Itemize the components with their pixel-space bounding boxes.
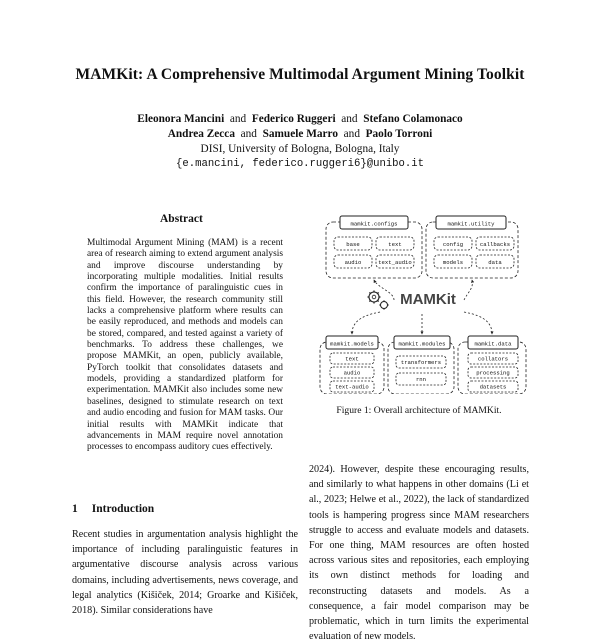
utility-item-label: callbacks — [479, 241, 511, 248]
author-block — [0, 112, 600, 172]
utility-title: mamkit.utility — [447, 220, 495, 228]
utility-item-label: data — [488, 259, 502, 266]
data-item-label: collators — [477, 355, 509, 363]
utility-item-label: config — [442, 241, 464, 248]
author-name: Federico Ruggeri — [251, 113, 336, 125]
models-item-label: audio — [343, 369, 361, 377]
author-conjunction: and — [343, 128, 360, 140]
author-conjunction: and — [240, 128, 257, 140]
intro-text-left: Recent studies in argumentation analysis highlight the importance of including paralinguistic features in argumentative discourse analysis across various domains, including advertisements, news coverage, and legal analytics (Kišiček, 2014; Groarke and Kišiček, 2018). Similar considerations have — [72, 529, 298, 617]
utility-item-label: models — [442, 259, 464, 266]
config-item-label: base — [346, 241, 360, 248]
abstract-heading: Abstract — [160, 213, 203, 225]
config-item-label: audio — [344, 259, 362, 266]
section-number: 1 — [72, 503, 78, 515]
models-item-label: text — [345, 355, 359, 363]
connector-arrow — [464, 312, 492, 334]
config-item-label: text_audio — [378, 259, 412, 266]
models-item-label: text-audio — [335, 383, 369, 391]
data-item-label: datasets — [479, 383, 507, 391]
intro-text-right: 2024). However, despite these encouraging results, and similarly to what happens in other domains (Li et al., 2023; Helwe et al., 2022), the lack of standardized tools is hampering progress since MAM researchers struggle to access and evaluate models and datasets. For one thing, MAM resources are often hosted across various sites and repositories, each employing its own distinct methods for loading and reconstructing datasets and models. As a consequence, a fair model comparison may be problematic, which in turn limits the experimental evaluation of new models. — [309, 464, 529, 643]
authors-line-1 — [0, 112, 600, 127]
author-name: Samuele Marro — [262, 128, 338, 140]
modules-title: mamkit.modules — [398, 340, 446, 348]
authors-line-2 — [0, 127, 600, 142]
paper-title: MAMKit: A Comprehensive Multimodal Argument Mining Toolkit — [75, 66, 525, 83]
models-title: mamkit.models — [330, 340, 374, 348]
author-conjunction: and — [229, 113, 247, 125]
section-title: Introduction — [91, 503, 155, 515]
mamkit-logo: MAMKit — [400, 291, 456, 308]
figure-caption: Figure 1: Overall architecture of MAMKit. — [336, 405, 502, 416]
data-title: mamkit.data — [474, 340, 512, 348]
author-emails: {e.mancini, federico.ruggeri6}@unibo.it — [176, 158, 424, 170]
abstract-text: Multimodal Argument Mining (MAM) is a recent area of research aiming to extend argument analysis and improve discourse understanding by incorporating multiple modalities. Initial results confirm the importance of paralinguistic cues in this field. However, the research community still lacks a comprehensive platform where results can be easily reproduced, and methods and models can be stored, compared, and tested against a variety of benchmarks. To address these challenges, we propose MAMKit, an open, publicly available, PyTorch toolkit that consolidates datasets and models, providing a standardized platform for experimentation. MAMKit also includes some new baselines, designed to stimulate research on text and audio encoding and fusion for MAM tasks. Our initial results with MAMKit indicate that advancements in MAM require novel annotation processes to encompass auditory cues effectively. — [87, 238, 283, 453]
data-item-label: processing — [476, 369, 510, 377]
modules-item-label: transformers — [400, 359, 442, 366]
gear-icon — [368, 291, 381, 304]
author-name: Andrea Zecca — [167, 128, 235, 140]
connector-arrow — [352, 312, 380, 334]
configs-title: mamkit.configs — [350, 220, 398, 228]
affiliation: DISI, University of Bologna, Bologna, Italy — [200, 143, 400, 155]
author-conjunction: and — [341, 113, 358, 125]
author-name: Paolo Torroni — [365, 128, 433, 140]
author-name: Stefano Colamonaco — [363, 113, 463, 125]
connector-arrow — [374, 280, 394, 300]
architecture-figure — [318, 208, 530, 394]
connector-arrow — [464, 280, 472, 300]
config-item-label: text — [388, 241, 402, 248]
modules-item-label: rnn — [415, 376, 427, 383]
section-heading — [72, 503, 154, 515]
author-name: Eleonora Mancini — [137, 113, 225, 125]
gear-icon — [379, 300, 388, 309]
